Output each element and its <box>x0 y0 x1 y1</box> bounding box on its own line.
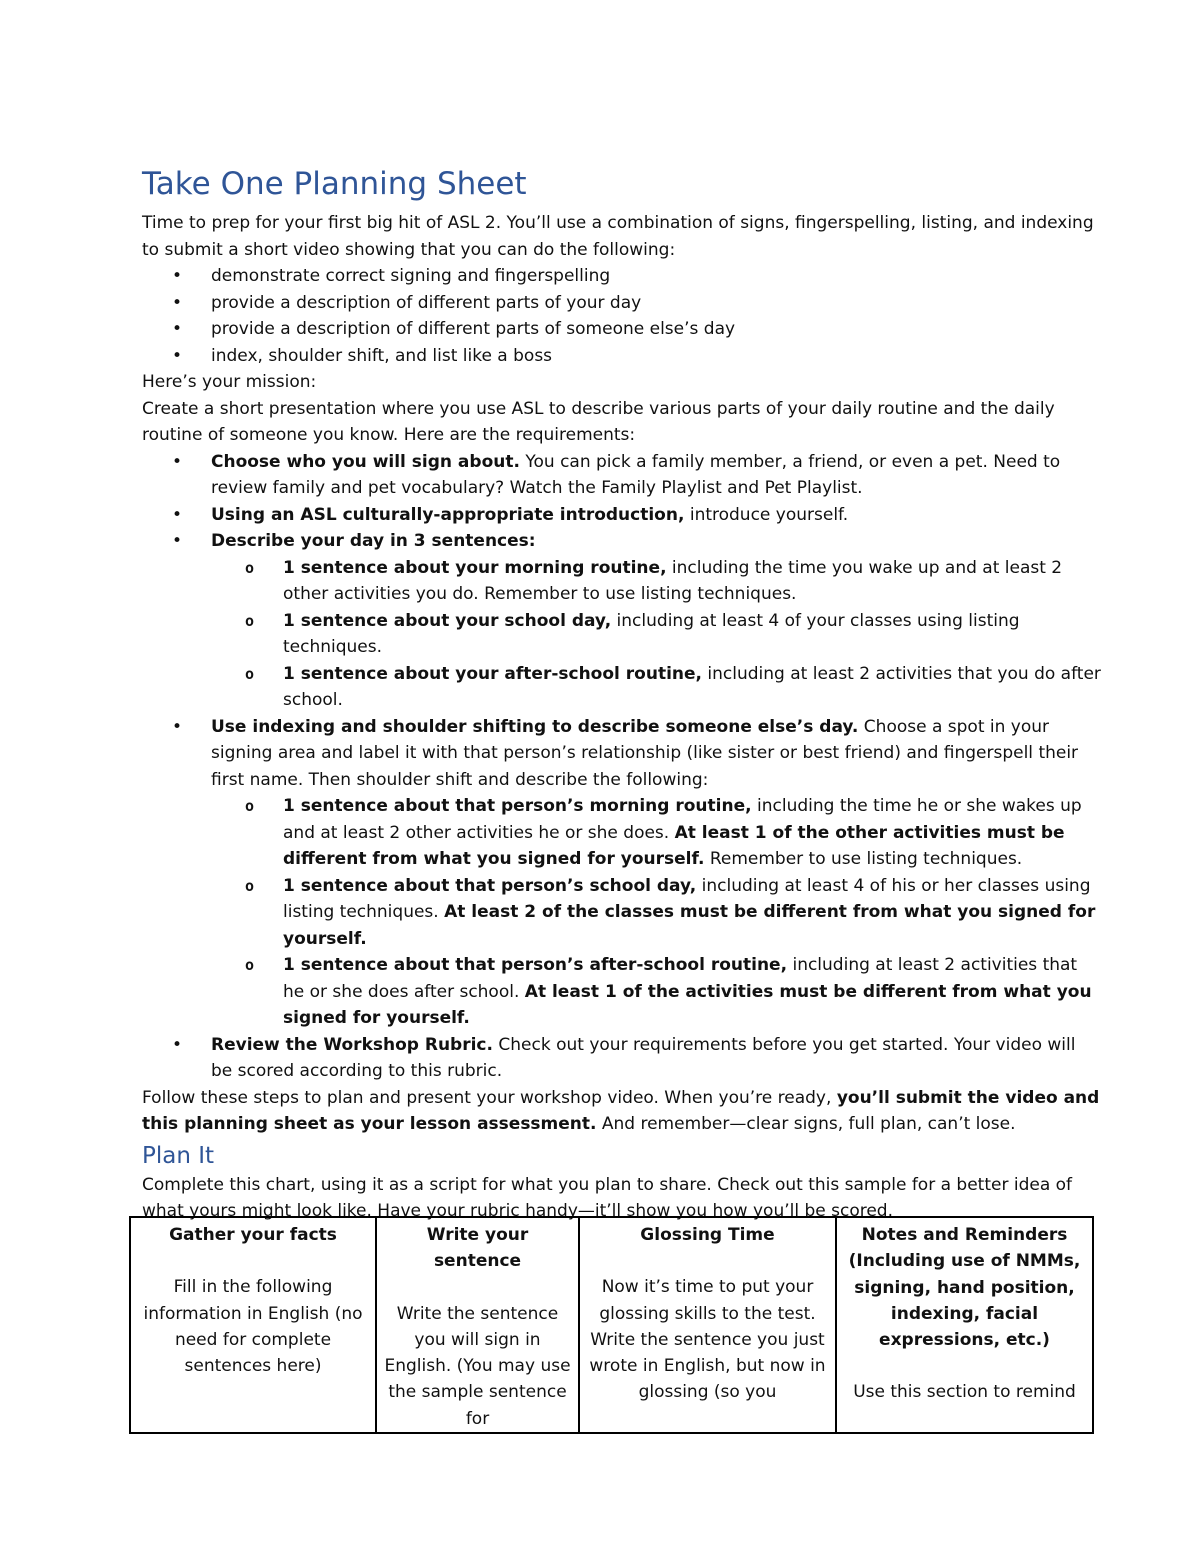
plan-intro: Complete this chart, using it as a script for what you plan to share. Check out this sample for a better idea of what yours might look like. Have your rubric handy—it’ll show you how you’ll be scored. <box>142 1174 1073 1221</box>
plan-heading: Plan It <box>142 1142 215 1169</box>
requirement-bold: Describe your day in 3 sentences: <box>211 531 536 551</box>
sentence-bold: At least 1 of the other activities must be different from what you signed for yourself. <box>283 822 1065 869</box>
column-header: Glossing Time <box>640 1225 775 1245</box>
sentence-bold: 1 sentence about that person’s after-school routine, <box>283 955 788 975</box>
list-item <box>283 555 1102 608</box>
sentence-bold: At least 2 of the classes must be different from what you signed for yourself. <box>283 902 1096 949</box>
sentence-bold: 1 sentence about that person’s morning routine, <box>283 796 752 816</box>
sentence-bold: 1 sentence about your school day, <box>283 610 612 631</box>
requirements-list <box>142 449 1102 1085</box>
sentence-text: including the time he or she wakes up and at least 2 other activities he or she does. <box>283 796 1082 843</box>
table-cell-notes <box>836 1217 1093 1433</box>
intro-bullet-list <box>142 263 1102 369</box>
page-title: Take One Planning Sheet <box>142 166 527 202</box>
list-item <box>283 873 1102 953</box>
sentence-bold: 1 sentence about that person’s school day, <box>283 875 697 896</box>
cell-text: Use this section to remind <box>853 1382 1076 1403</box>
cell-text: Fill in the following information in English (no need for complete sentences here) <box>143 1277 363 1377</box>
other-sentences-list <box>211 793 1102 1032</box>
list-item <box>283 952 1102 1032</box>
sentence-bold: 1 sentence about your after-school routine, <box>283 663 702 684</box>
day-sentences-list <box>211 555 1102 714</box>
column-header: Write your sentence <box>426 1225 529 1272</box>
requirement-indexing <box>211 714 1102 1032</box>
requirement-text: introduce yourself. <box>684 504 849 525</box>
list-item: • provide a description of different parts of your day <box>211 290 1102 317</box>
table-row <box>130 1217 1093 1433</box>
intro-paragraph: Time to prep for your first big hit of ASL 2. You’ll use a combination of signs, fingerspelling, listing, and indexing to submit a short video showing that you can do the following: <box>142 213 1094 260</box>
requirement-text: You can pick a family member, a friend, or even a pet. Need to review family and pet vocabulary? Watch the Family Playlist and Pet Playlist. <box>211 451 1061 498</box>
plan-table <box>129 1216 1094 1434</box>
follow-bold: you’ll submit the video and this planning sheet as your lesson assessment. <box>142 1087 1100 1134</box>
column-header: Gather your facts <box>169 1225 337 1245</box>
list-item <box>283 608 1102 661</box>
follow-text: Follow these steps to plan and present your workshop video. When you’re ready, <box>142 1087 837 1108</box>
requirement-choose <box>211 449 1102 502</box>
cell-text: Write the sentence you will sign in English. (You may use the sample sentence for <box>384 1303 571 1429</box>
requirement-describe-day <box>211 528 1102 714</box>
sentence-text: including at least 2 activities that he or she does after school. <box>283 955 1078 1002</box>
table-cell-facts <box>130 1217 376 1433</box>
table-cell-sentence <box>376 1217 579 1433</box>
list-item: • provide a description of different parts of someone else’s day <box>211 316 1102 343</box>
sentence-text: including the time you wake up and at least 2 other activities you do. Remember to use listing techniques. <box>283 557 1063 604</box>
follow-paragraph <box>142 1085 1102 1138</box>
list-item <box>283 793 1102 873</box>
sentence-text: including at least 2 activities that you do after school. <box>283 663 1101 710</box>
requirement-bold: Use indexing and shoulder shifting to describe someone else’s day. <box>211 716 859 737</box>
mission-label: Here’s your mission: <box>142 372 317 392</box>
list-item <box>283 661 1102 714</box>
requirement-text: Choose a spot in your signing area and label it with that person’s relationship (like sister or best friend) and fingerspell their first name. Then shoulder shift and describe the following: <box>211 716 1079 790</box>
cell-text: Now it’s time to put your glossing skills to the test. Write the sentence you just wrote in English, but now in glossing (so you <box>589 1277 826 1403</box>
sentence-text: including at least 4 of his or her classes using listing techniques. <box>283 875 1091 922</box>
sentence-bold: At least 1 of the activities must be different from what you signed for yourself. <box>283 981 1092 1028</box>
requirement-bold: Using an ASL culturally-appropriate introduction, <box>211 504 685 525</box>
requirement-introduction <box>211 502 1102 529</box>
list-item: • demonstrate correct signing and fingerspelling <box>211 263 1102 290</box>
requirement-bold: Review the Workshop Rubric. <box>211 1034 493 1055</box>
list-item: • index, shoulder shift, and list like a boss <box>211 343 1102 370</box>
document-page <box>142 164 1102 1225</box>
requirement-bold: Choose who you will sign about. <box>211 451 520 472</box>
requirement-text: Check out your requirements before you get started. Your video will be scored according to this rubric. <box>211 1034 1076 1081</box>
column-header: Notes and Reminders (Including use of NMMs, signing, hand position, indexing, facial expressions, etc.) <box>848 1225 1081 1351</box>
sentence-text: Remember to use listing techniques. <box>704 849 1023 869</box>
requirement-rubric <box>211 1032 1102 1085</box>
sentence-text: including at least 4 of your classes using listing techniques. <box>283 610 1020 657</box>
mission-text: Create a short presentation where you use ASL to describe various parts of your daily routine and the daily routine of someone you know. Here are the requirements: <box>142 398 1055 445</box>
table-cell-glossing <box>579 1217 836 1433</box>
follow-text: And remember—clear signs, full plan, can’t lose. <box>596 1114 1016 1134</box>
sentence-bold: 1 sentence about your morning routine, <box>283 557 667 578</box>
